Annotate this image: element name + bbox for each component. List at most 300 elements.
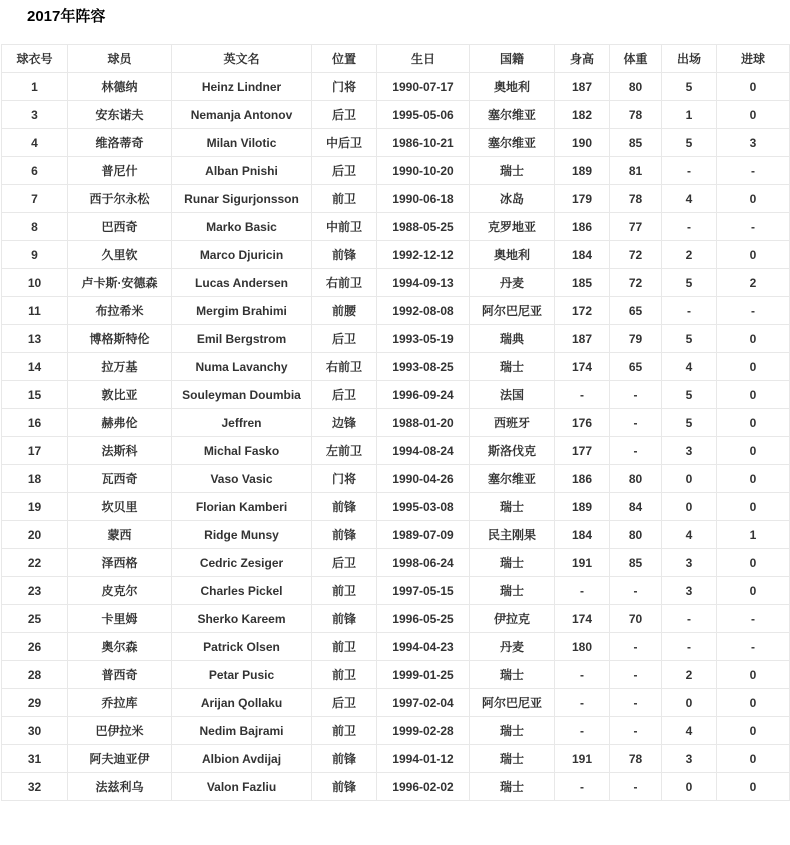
cell-position: 右前卫 — [312, 269, 377, 297]
table-row — [2, 689, 790, 717]
cell-weight: 80 — [610, 521, 662, 549]
cell-height: - — [555, 689, 610, 717]
cell-birthday: 1990-10-20 — [377, 157, 470, 185]
cell-english_name: Cedric Zesiger — [172, 549, 312, 577]
cell-nationality: 奥地利 — [470, 241, 555, 269]
cell-weight: - — [610, 409, 662, 437]
cell-player: 普尼什 — [68, 157, 172, 185]
cell-player: 博格斯特伦 — [68, 325, 172, 353]
cell-birthday: 1996-02-02 — [377, 773, 470, 801]
cell-birthday: 1994-09-13 — [377, 269, 470, 297]
cell-weight: 65 — [610, 353, 662, 381]
cell-height: 179 — [555, 185, 610, 213]
table-row — [2, 661, 790, 689]
cell-nationality: 塞尔维亚 — [470, 465, 555, 493]
table-row — [2, 157, 790, 185]
table-row — [2, 437, 790, 465]
cell-nationality: 瑞士 — [470, 577, 555, 605]
cell-birthday: 1990-04-26 — [377, 465, 470, 493]
cell-player: 蒙西 — [68, 521, 172, 549]
cell-appearances: 0 — [662, 689, 717, 717]
column-header-nationality: 国籍 — [470, 45, 555, 73]
cell-position: 后卫 — [312, 549, 377, 577]
cell-birthday: 1997-02-04 — [377, 689, 470, 717]
cell-nationality: 瑞士 — [470, 717, 555, 745]
cell-position: 左前卫 — [312, 437, 377, 465]
cell-english_name: Marko Basic — [172, 213, 312, 241]
cell-birthday: 1993-05-19 — [377, 325, 470, 353]
table-row — [2, 745, 790, 773]
cell-player: 皮克尔 — [68, 577, 172, 605]
table-row — [2, 717, 790, 745]
cell-player: 拉万基 — [68, 353, 172, 381]
cell-nationality: 丹麦 — [470, 269, 555, 297]
cell-number: 25 — [2, 605, 68, 633]
cell-birthday: 1993-08-25 — [377, 353, 470, 381]
table-row — [2, 381, 790, 409]
cell-weight: 79 — [610, 325, 662, 353]
cell-goals: 0 — [717, 325, 790, 353]
cell-height: - — [555, 577, 610, 605]
cell-goals: 0 — [717, 661, 790, 689]
cell-english_name: Sherko Kareem — [172, 605, 312, 633]
cell-number: 18 — [2, 465, 68, 493]
cell-birthday: 1990-06-18 — [377, 185, 470, 213]
cell-birthday: 1995-03-08 — [377, 493, 470, 521]
cell-weight: - — [610, 577, 662, 605]
cell-english_name: Emil Bergstrom — [172, 325, 312, 353]
cell-weight: - — [610, 633, 662, 661]
cell-height: 191 — [555, 745, 610, 773]
cell-height: 189 — [555, 493, 610, 521]
cell-number: 32 — [2, 773, 68, 801]
cell-position: 门将 — [312, 465, 377, 493]
cell-birthday: 1988-05-25 — [377, 213, 470, 241]
cell-appearances: 4 — [662, 353, 717, 381]
cell-appearances: 4 — [662, 185, 717, 213]
column-header-birthday: 生日 — [377, 45, 470, 73]
cell-number: 31 — [2, 745, 68, 773]
cell-goals: 0 — [717, 689, 790, 717]
cell-birthday: 1999-02-28 — [377, 717, 470, 745]
cell-english_name: Nedim Bajrami — [172, 717, 312, 745]
cell-birthday: 1986-10-21 — [377, 129, 470, 157]
cell-english_name: Albion Avdijaj — [172, 745, 312, 773]
cell-position: 边锋 — [312, 409, 377, 437]
cell-player: 奥尔森 — [68, 633, 172, 661]
cell-height: - — [555, 661, 610, 689]
cell-goals: 0 — [717, 73, 790, 101]
column-header-appearances: 出场 — [662, 45, 717, 73]
cell-height: 176 — [555, 409, 610, 437]
cell-birthday: 1995-05-06 — [377, 101, 470, 129]
cell-position: 前锋 — [312, 493, 377, 521]
cell-player: 巴西奇 — [68, 213, 172, 241]
cell-weight: 70 — [610, 605, 662, 633]
cell-height: 185 — [555, 269, 610, 297]
table-row — [2, 129, 790, 157]
cell-appearances: 3 — [662, 577, 717, 605]
table-row — [2, 185, 790, 213]
cell-weight: 85 — [610, 549, 662, 577]
cell-nationality: 斯洛伐克 — [470, 437, 555, 465]
cell-appearances: 5 — [662, 73, 717, 101]
header-row — [2, 45, 790, 73]
table-row — [2, 269, 790, 297]
cell-nationality: 阿尔巴尼亚 — [470, 689, 555, 717]
cell-english_name: Souleyman Doumbia — [172, 381, 312, 409]
table-row — [2, 549, 790, 577]
cell-position: 中后卫 — [312, 129, 377, 157]
cell-english_name: Petar Pusic — [172, 661, 312, 689]
cell-goals: 0 — [717, 241, 790, 269]
cell-position: 门将 — [312, 73, 377, 101]
cell-nationality: 克罗地亚 — [470, 213, 555, 241]
cell-birthday: 1998-06-24 — [377, 549, 470, 577]
cell-nationality: 瑞士 — [470, 157, 555, 185]
cell-nationality: 瑞士 — [470, 549, 555, 577]
cell-position: 前锋 — [312, 773, 377, 801]
cell-number: 17 — [2, 437, 68, 465]
cell-nationality: 奥地利 — [470, 73, 555, 101]
table-row — [2, 325, 790, 353]
cell-weight: 78 — [610, 101, 662, 129]
cell-english_name: Numa Lavanchy — [172, 353, 312, 381]
cell-player: 维洛蒂奇 — [68, 129, 172, 157]
cell-number: 30 — [2, 717, 68, 745]
cell-birthday: 1988-01-20 — [377, 409, 470, 437]
column-header-position: 位置 — [312, 45, 377, 73]
cell-weight: - — [610, 689, 662, 717]
cell-weight: 72 — [610, 241, 662, 269]
cell-weight: 77 — [610, 213, 662, 241]
cell-goals: 0 — [717, 353, 790, 381]
cell-birthday: 1989-07-09 — [377, 521, 470, 549]
cell-nationality: 阿尔巴尼亚 — [470, 297, 555, 325]
cell-player: 卡里姆 — [68, 605, 172, 633]
cell-number: 20 — [2, 521, 68, 549]
table-row — [2, 521, 790, 549]
cell-number: 14 — [2, 353, 68, 381]
cell-nationality: 瑞士 — [470, 353, 555, 381]
cell-appearances: 5 — [662, 325, 717, 353]
table-row — [2, 633, 790, 661]
cell-number: 4 — [2, 129, 68, 157]
cell-height: 180 — [555, 633, 610, 661]
cell-birthday: 1992-08-08 — [377, 297, 470, 325]
cell-weight: 78 — [610, 185, 662, 213]
cell-number: 10 — [2, 269, 68, 297]
cell-height: 187 — [555, 73, 610, 101]
table-row — [2, 241, 790, 269]
table-row — [2, 577, 790, 605]
cell-position: 中前卫 — [312, 213, 377, 241]
cell-height: - — [555, 773, 610, 801]
cell-height: 191 — [555, 549, 610, 577]
cell-number: 8 — [2, 213, 68, 241]
cell-appearances: 5 — [662, 381, 717, 409]
cell-height: - — [555, 381, 610, 409]
cell-height: - — [555, 717, 610, 745]
cell-english_name: Ridge Munsy — [172, 521, 312, 549]
cell-nationality: 瑞士 — [470, 745, 555, 773]
cell-birthday: 1999-01-25 — [377, 661, 470, 689]
cell-goals: 2 — [717, 269, 790, 297]
cell-position: 右前卫 — [312, 353, 377, 381]
cell-player: 久里钦 — [68, 241, 172, 269]
cell-english_name: Marco Djuricin — [172, 241, 312, 269]
cell-weight: 84 — [610, 493, 662, 521]
cell-birthday: 1996-09-24 — [377, 381, 470, 409]
cell-nationality: 冰岛 — [470, 185, 555, 213]
table-row — [2, 465, 790, 493]
cell-appearances: - — [662, 297, 717, 325]
cell-appearances: 5 — [662, 409, 717, 437]
column-header-weight: 体重 — [610, 45, 662, 73]
cell-goals: 1 — [717, 521, 790, 549]
cell-height: 182 — [555, 101, 610, 129]
cell-position: 前卫 — [312, 577, 377, 605]
cell-player: 乔拉库 — [68, 689, 172, 717]
cell-player: 布拉希米 — [68, 297, 172, 325]
cell-player: 林德纳 — [68, 73, 172, 101]
cell-number: 9 — [2, 241, 68, 269]
cell-appearances: 2 — [662, 661, 717, 689]
column-header-number: 球衣号 — [2, 45, 68, 73]
cell-appearances: 3 — [662, 437, 717, 465]
cell-goals: 0 — [717, 101, 790, 129]
cell-player: 法斯科 — [68, 437, 172, 465]
cell-player: 阿夫迪亚伊 — [68, 745, 172, 773]
column-header-goals: 进球 — [717, 45, 790, 73]
cell-number: 11 — [2, 297, 68, 325]
cell-height: 190 — [555, 129, 610, 157]
page-title: 2017年阵容 — [27, 8, 106, 25]
cell-number: 13 — [2, 325, 68, 353]
cell-goals: 0 — [717, 185, 790, 213]
cell-goals: 0 — [717, 437, 790, 465]
cell-appearances: 5 — [662, 269, 717, 297]
cell-weight: - — [610, 381, 662, 409]
table-row — [2, 213, 790, 241]
cell-weight: 65 — [610, 297, 662, 325]
cell-appearances: 2 — [662, 241, 717, 269]
cell-number: 19 — [2, 493, 68, 521]
cell-appearances: 3 — [662, 549, 717, 577]
cell-english_name: Arijan Qollaku — [172, 689, 312, 717]
cell-number: 7 — [2, 185, 68, 213]
page — [0, 9, 790, 801]
cell-nationality: 瑞士 — [470, 661, 555, 689]
cell-player: 卢卡斯·安德森 — [68, 269, 172, 297]
cell-birthday: 1997-05-15 — [377, 577, 470, 605]
cell-number: 22 — [2, 549, 68, 577]
cell-english_name: Patrick Olsen — [172, 633, 312, 661]
cell-weight: 85 — [610, 129, 662, 157]
cell-position: 后卫 — [312, 325, 377, 353]
cell-appearances: 0 — [662, 493, 717, 521]
cell-number: 28 — [2, 661, 68, 689]
cell-nationality: 瑞士 — [470, 493, 555, 521]
cell-english_name: Heinz Lindner — [172, 73, 312, 101]
cell-goals: - — [717, 213, 790, 241]
cell-english_name: Milan Vilotic — [172, 129, 312, 157]
cell-english_name: Jeffren — [172, 409, 312, 437]
cell-player: 瓦西奇 — [68, 465, 172, 493]
cell-number: 1 — [2, 73, 68, 101]
cell-weight: 78 — [610, 745, 662, 773]
cell-appearances: - — [662, 633, 717, 661]
cell-goals: 0 — [717, 381, 790, 409]
cell-weight: - — [610, 661, 662, 689]
cell-number: 15 — [2, 381, 68, 409]
cell-number: 29 — [2, 689, 68, 717]
cell-height: 184 — [555, 241, 610, 269]
cell-appearances: - — [662, 157, 717, 185]
table-row — [2, 409, 790, 437]
cell-height: 177 — [555, 437, 610, 465]
cell-position: 后卫 — [312, 157, 377, 185]
cell-weight: 80 — [610, 73, 662, 101]
cell-goals: - — [717, 297, 790, 325]
cell-player: 安东诺夫 — [68, 101, 172, 129]
cell-position: 前腰 — [312, 297, 377, 325]
cell-nationality: 瑞士 — [470, 773, 555, 801]
table-row — [2, 101, 790, 129]
cell-player: 坎贝里 — [68, 493, 172, 521]
cell-appearances: 4 — [662, 717, 717, 745]
cell-english_name: Mergim Brahimi — [172, 297, 312, 325]
cell-goals: 0 — [717, 465, 790, 493]
cell-nationality: 西班牙 — [470, 409, 555, 437]
cell-weight: - — [610, 437, 662, 465]
cell-english_name: Lucas Andersen — [172, 269, 312, 297]
cell-weight: - — [610, 717, 662, 745]
cell-birthday: 1994-01-12 — [377, 745, 470, 773]
cell-appearances: 3 — [662, 745, 717, 773]
table-row — [2, 773, 790, 801]
cell-height: 174 — [555, 605, 610, 633]
cell-nationality: 伊拉克 — [470, 605, 555, 633]
cell-english_name: Michal Fasko — [172, 437, 312, 465]
cell-position: 前卫 — [312, 633, 377, 661]
cell-height: 174 — [555, 353, 610, 381]
cell-birthday: 1994-04-23 — [377, 633, 470, 661]
cell-position: 前卫 — [312, 185, 377, 213]
cell-appearances: 4 — [662, 521, 717, 549]
table-row — [2, 353, 790, 381]
cell-player: 普西奇 — [68, 661, 172, 689]
cell-player: 敦比亚 — [68, 381, 172, 409]
cell-appearances: 1 — [662, 101, 717, 129]
cell-position: 前锋 — [312, 605, 377, 633]
cell-birthday: 1990-07-17 — [377, 73, 470, 101]
cell-position: 前锋 — [312, 521, 377, 549]
cell-appearances: 0 — [662, 465, 717, 493]
cell-height: 189 — [555, 157, 610, 185]
table-row — [2, 297, 790, 325]
cell-nationality: 法国 — [470, 381, 555, 409]
table-row — [2, 493, 790, 521]
cell-height: 172 — [555, 297, 610, 325]
table-head — [2, 45, 790, 73]
cell-goals: - — [717, 633, 790, 661]
cell-goals: 0 — [717, 717, 790, 745]
cell-goals: 0 — [717, 577, 790, 605]
cell-position: 前锋 — [312, 745, 377, 773]
cell-english_name: Nemanja Antonov — [172, 101, 312, 129]
cell-number: 3 — [2, 101, 68, 129]
cell-nationality: 塞尔维亚 — [470, 129, 555, 157]
cell-goals: 3 — [717, 129, 790, 157]
cell-player: 赫弗伦 — [68, 409, 172, 437]
cell-player: 法兹利乌 — [68, 773, 172, 801]
cell-appearances: 5 — [662, 129, 717, 157]
cell-player: 泽西格 — [68, 549, 172, 577]
cell-weight: 72 — [610, 269, 662, 297]
cell-nationality: 瑞典 — [470, 325, 555, 353]
cell-birthday: 1992-12-12 — [377, 241, 470, 269]
cell-goals: - — [717, 605, 790, 633]
cell-goals: 0 — [717, 745, 790, 773]
column-header-player: 球员 — [68, 45, 172, 73]
table-body — [2, 73, 790, 801]
cell-player: 巴伊拉米 — [68, 717, 172, 745]
cell-goals: 0 — [717, 549, 790, 577]
cell-height: 184 — [555, 521, 610, 549]
cell-nationality: 民主刚果 — [470, 521, 555, 549]
cell-english_name: Florian Kamberi — [172, 493, 312, 521]
cell-goals: 0 — [717, 493, 790, 521]
column-header-english_name: 英文名 — [172, 45, 312, 73]
cell-number: 26 — [2, 633, 68, 661]
cell-english_name: Vaso Vasic — [172, 465, 312, 493]
cell-goals: 0 — [717, 773, 790, 801]
cell-appearances: - — [662, 213, 717, 241]
cell-number: 23 — [2, 577, 68, 605]
squad-table — [1, 44, 790, 801]
cell-position: 前卫 — [312, 661, 377, 689]
cell-english_name: Runar Sigurjonsson — [172, 185, 312, 213]
column-header-height: 身高 — [555, 45, 610, 73]
cell-english_name: Alban Pnishi — [172, 157, 312, 185]
cell-player: 西于尔永松 — [68, 185, 172, 213]
cell-weight: 81 — [610, 157, 662, 185]
cell-number: 6 — [2, 157, 68, 185]
cell-english_name: Valon Fazliu — [172, 773, 312, 801]
cell-nationality: 塞尔维亚 — [470, 101, 555, 129]
cell-position: 前卫 — [312, 717, 377, 745]
cell-position: 后卫 — [312, 381, 377, 409]
cell-position: 前锋 — [312, 241, 377, 269]
cell-goals: 0 — [717, 409, 790, 437]
cell-goals: - — [717, 157, 790, 185]
cell-height: 186 — [555, 213, 610, 241]
cell-birthday: 1994-08-24 — [377, 437, 470, 465]
cell-height: 187 — [555, 325, 610, 353]
cell-position: 后卫 — [312, 101, 377, 129]
table-row — [2, 605, 790, 633]
cell-number: 16 — [2, 409, 68, 437]
table-row — [2, 73, 790, 101]
cell-appearances: - — [662, 605, 717, 633]
cell-height: 186 — [555, 465, 610, 493]
cell-english_name: Charles Pickel — [172, 577, 312, 605]
cell-position: 后卫 — [312, 689, 377, 717]
cell-nationality: 丹麦 — [470, 633, 555, 661]
cell-birthday: 1996-05-25 — [377, 605, 470, 633]
cell-weight: 80 — [610, 465, 662, 493]
